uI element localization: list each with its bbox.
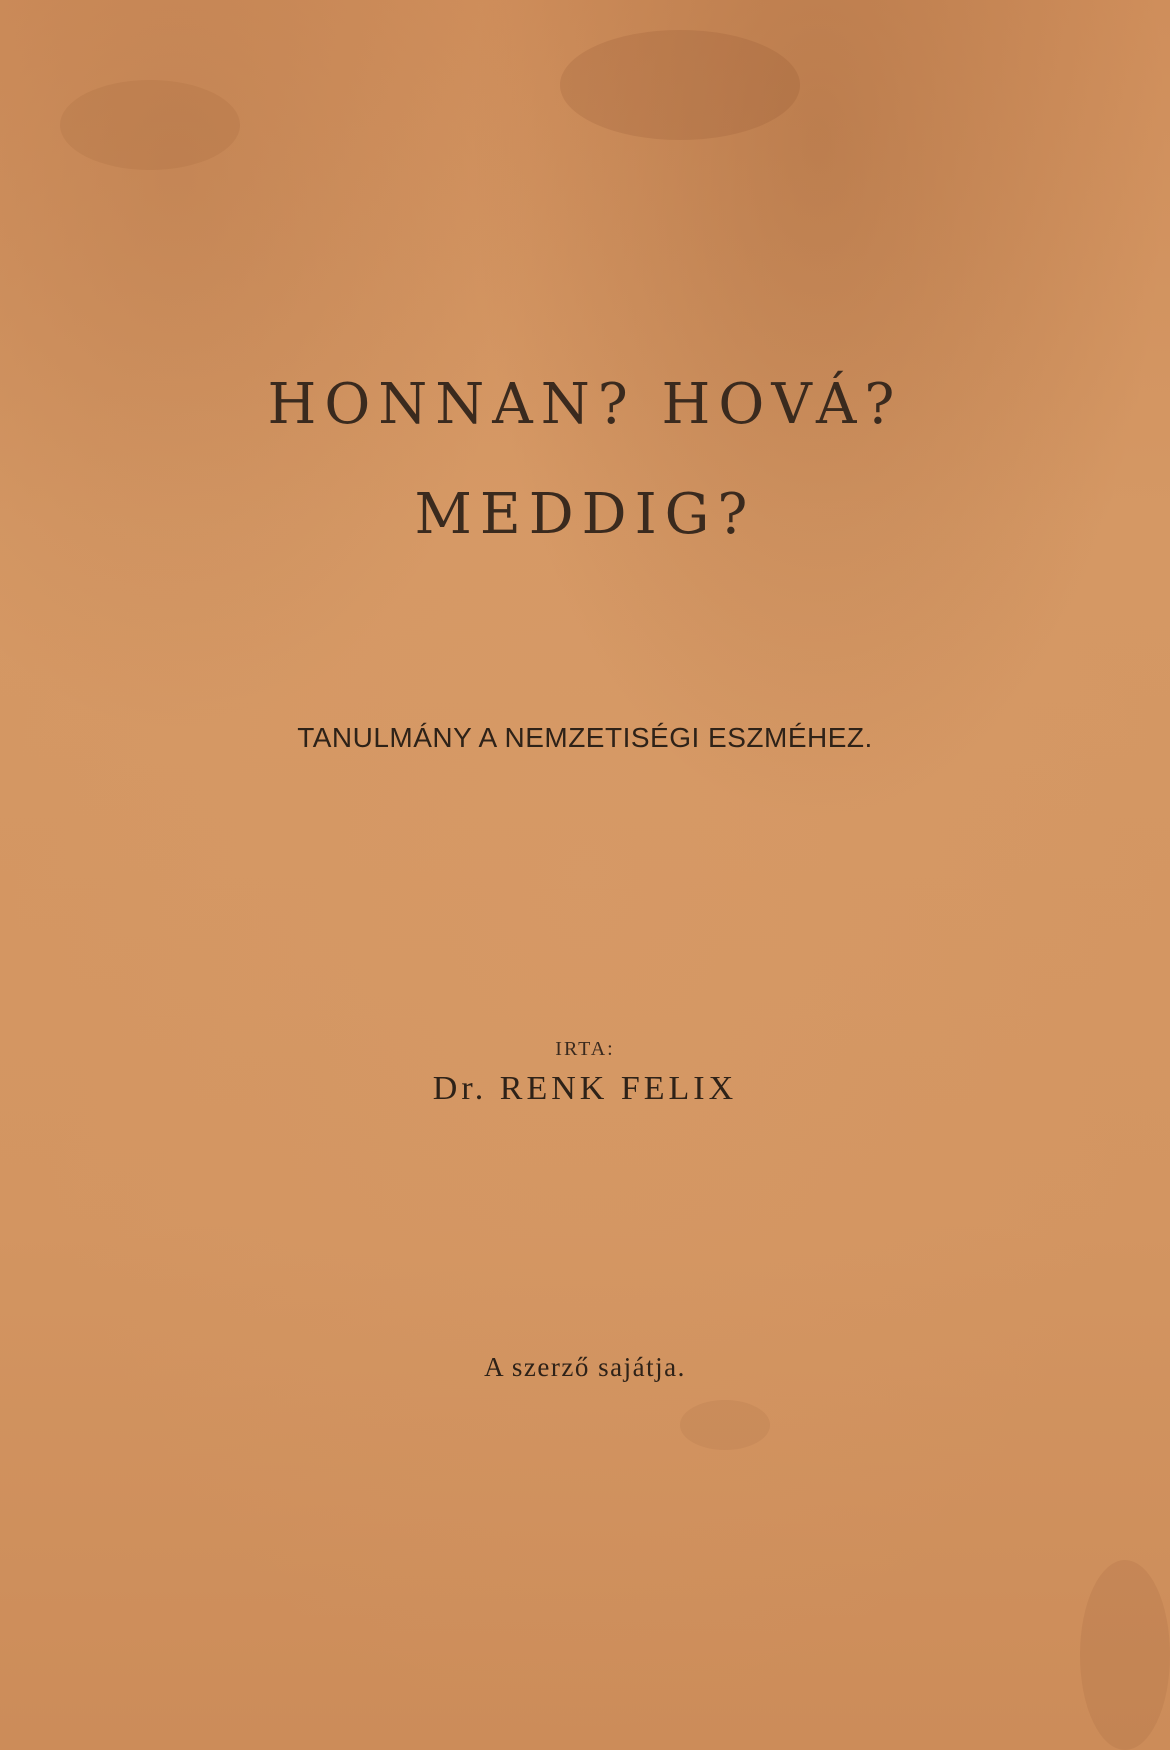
paper-stain bbox=[560, 30, 800, 140]
author-name: Dr. RENK FELIX bbox=[432, 1070, 738, 1107]
paper-stain bbox=[680, 1400, 770, 1450]
paper-stain bbox=[1080, 1560, 1170, 1750]
paper-stain bbox=[60, 80, 240, 170]
title-line-2: MEDDIG? bbox=[414, 482, 756, 547]
subtitle: TANULMÁNY A NEMZETISÉGI ESZMÉHEZ. bbox=[297, 722, 873, 753]
title-line-1: HONNAN? HOVÁ? bbox=[267, 372, 903, 437]
publisher-note: A szerző sajátja. bbox=[484, 1352, 686, 1382]
author-label: IRTA: bbox=[555, 1038, 615, 1060]
